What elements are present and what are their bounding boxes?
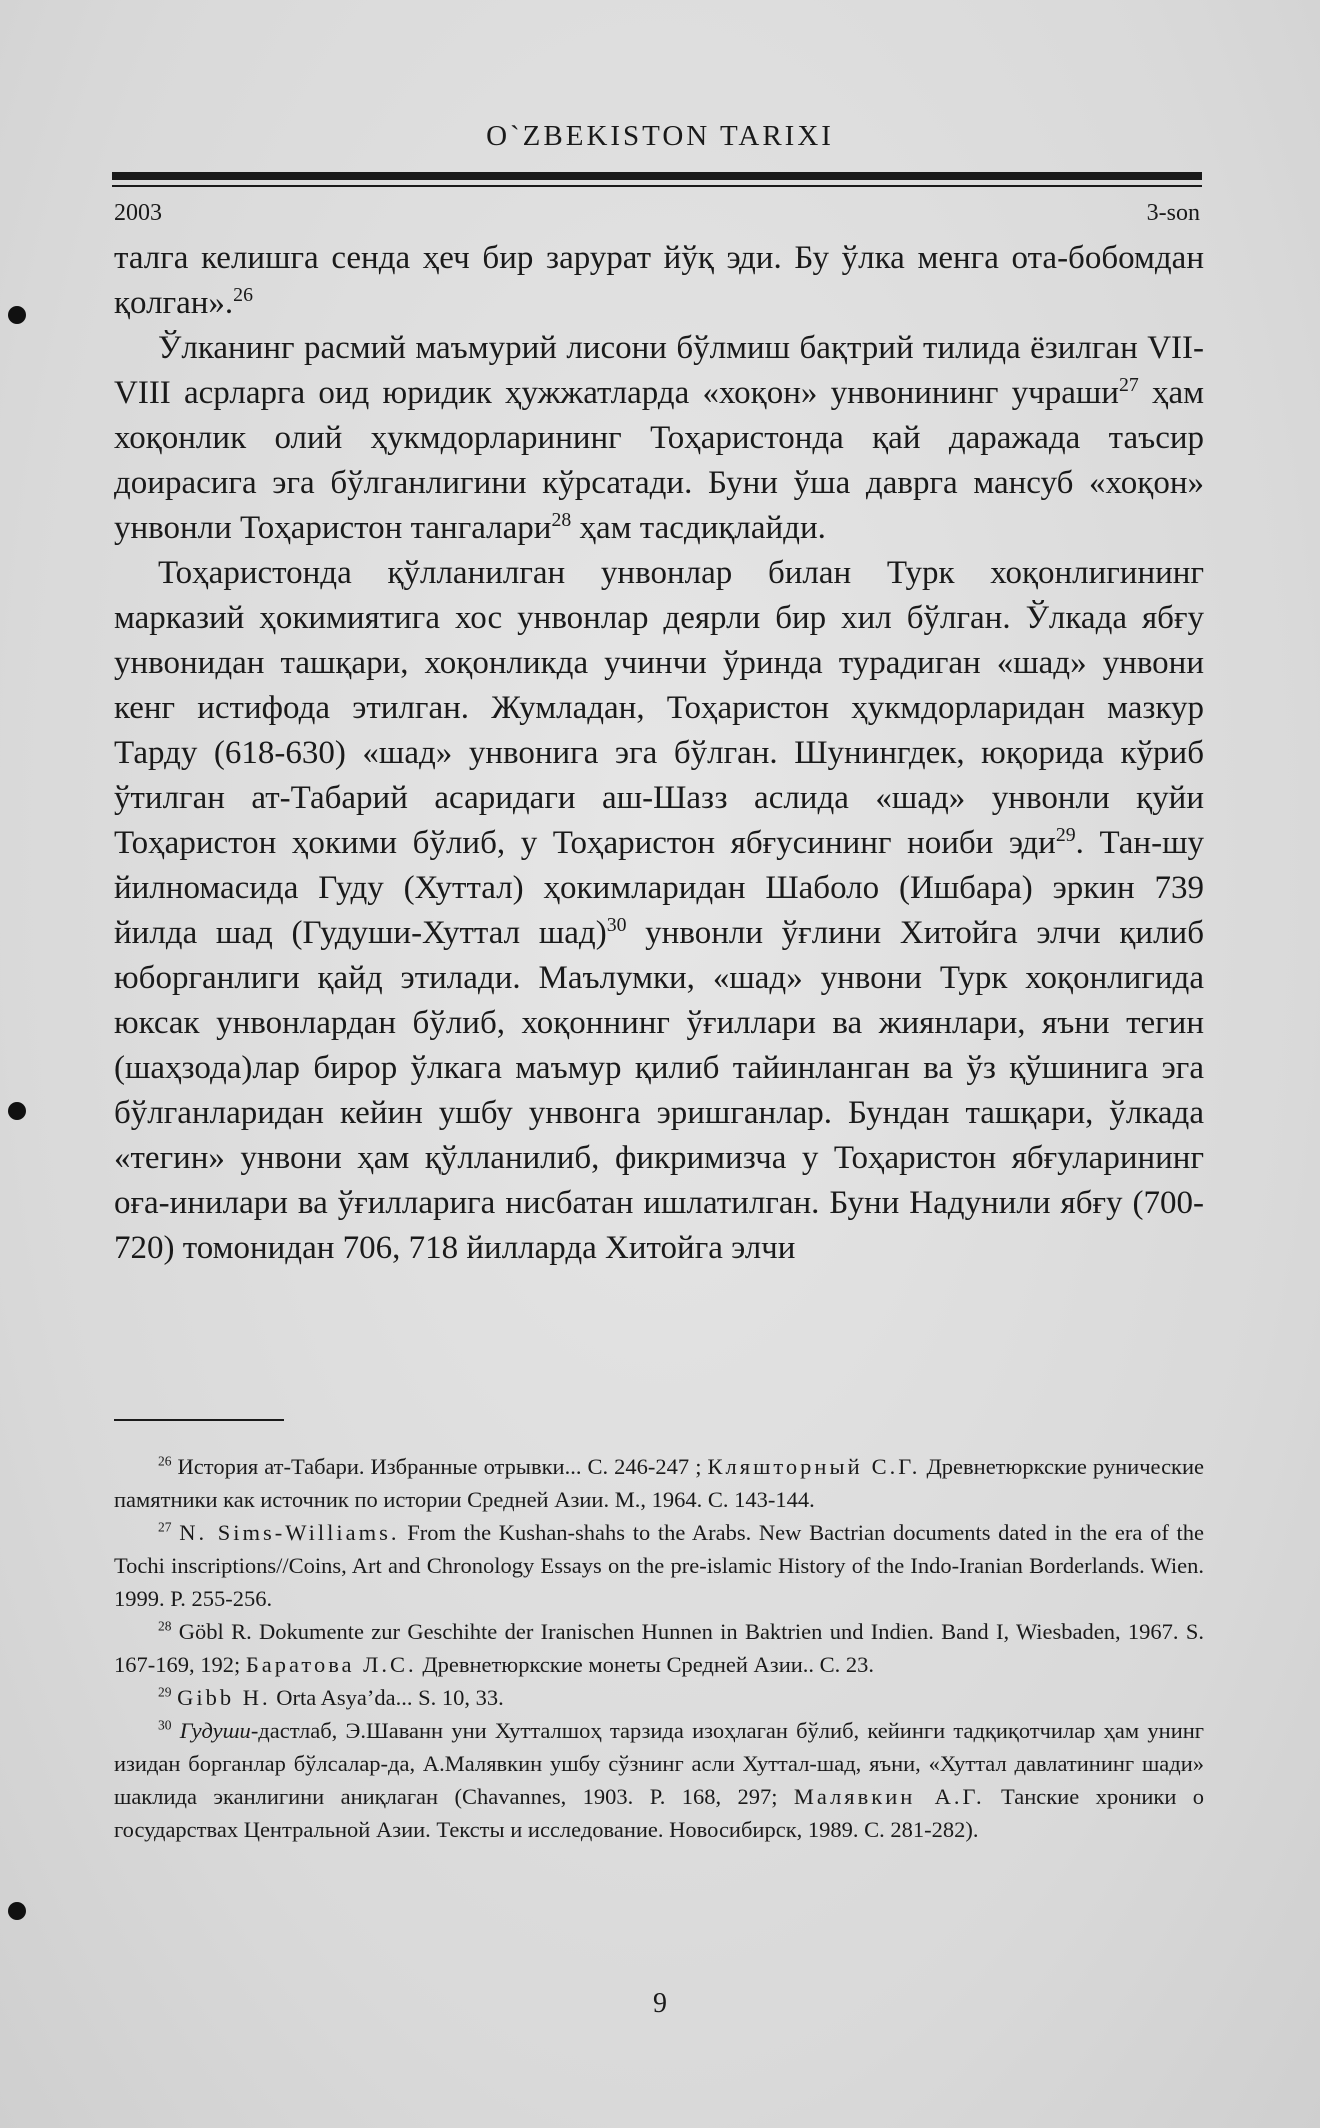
footnote-separator: [114, 1419, 284, 1421]
article-body: [114, 236, 1204, 1271]
page-number: 9: [653, 1988, 667, 2019]
footnote-ref-30: 30: [606, 914, 627, 936]
footnote-26: $^{26}$ История ат-Табари. Избранные отрывки... С. 246-247 ; Кляшторный С.Г. Древнетюркские рунические памятники как источник по истории Средней Азии. М., 1964. С. 143-144.: [114, 1453, 1205, 1512]
punch-hole-middle: [8, 1102, 26, 1120]
issue-number: 3-son: [1146, 200, 1200, 226]
footnote-ref-27: 27: [1118, 374, 1139, 396]
header-rule-thick: [112, 172, 1202, 180]
punch-hole-bottom: [8, 1902, 26, 1920]
footnote-27: $^{27}$ N. Sims-Williams. From the Kushan-shahs to the Arabs. New Bactrian documents dated in the era of the Tochi inscriptions//Coins, Art and Chronology Essays on the pre-islamic History of the Indo-Iranian Borderlands. Wien. 1999. P. 255-256.: [114, 1519, 1204, 1611]
journal-title: O`ZBEKISTON TARIXI: [486, 120, 834, 152]
header-rule-thin: [112, 185, 1202, 187]
paragraph-3: Тоҳаристонда қўлланилган унвонлар билан Турк хоқонлигининг марказий ҳокимиятига хос унвонлар деярли бир хил бўлган. Ўлкада ябғу унвонидан ташқари, хоқонликда учинчи ўринда турадиган «шад» унвони кенг истифода этилган. Жумладан, Тоҳаристон ҳукмдорларидан мазкур Тарду (618-630) «шад» унвонига эга бўлган. Шунингдек, юқорида кўриб ўтилган ат-Табарий асаридаги аш-Шазз аслида «шад» унвонли қуйи Тоҳаристон ҳокими бўлиб, у Тоҳаристон ябғусининг ноиби эди$^{29}$. Тан-шу йилномасида Гуду (Хуттал) ҳокимларидан Шаболо (Ишбара) эркин 739 йилда шад (Гудуши-Хуттал шад)$^{30}$ унвонли ўғлини Хитойга элчи қилиб юборганлиги қайд этилади. Маълумки, «шад» унвони Турк хоқонлигида юксак унвонлардан бўлиб, хоқоннинг ўғиллари ва жиянлари, яъни тегин (шаҳзода)лар бирор ўлкага маъмур қилиб тайинланган ва ўз қўшинига эга бўлганларидан кейин ушбу унвонга эришганлар. Бундан ташқари, ўлкада «тегин» унвони ҳам қўлланилиб, фикримизча у Тоҳаристон ябғуларининг оға-инилари ва ўғилларига нисбатан ишлатилган. Буни Надунили ябғу (700-720) томонидан 706, 718 йилларда Хитойга элчи: [114, 555, 1204, 1266]
footnote-ref-29: 29: [1055, 824, 1076, 846]
footnote-29: $^{29}$ Gibb H. Orta Asya’da... S. 10, 33.: [158, 1684, 504, 1710]
paragraph-1: талга келишга сенда ҳеч бир зарурат йўқ эди. Бу ўлка менга ота-бобомдан қолган».$^{26}$: [114, 240, 1204, 321]
footnote-ref-26: 26: [233, 284, 253, 306]
punch-hole-top: [8, 306, 26, 324]
footnote-30: $^{30}$ Гудуши-дастлаб, Э.Шаванн уни Хутталшоҳ тарзида изоҳлаган бўлиб, кейинги тадқиқотчилар ҳам унинг изидан борганлар бўлсалар-да, А.Малявкин ушбу сўзнинг асли Хуттал-шад, яъни, «Хуттал давлатининг шади» шаклида эканлигини аниқлаган (Chavannes, 1903. P. 168, 297; Малявкин А.Г. Танские хроники о государствах Центральной Азии. Тексты и исследование. Новосибирск, 1989. С. 281-282).: [114, 1717, 1205, 1842]
issue-year: 2003: [114, 200, 162, 226]
footnotes: [114, 1450, 1204, 1846]
footnote-28: $^{28}$ Göbl R. Dokumente zur Geschihte der Iranischen Hunnen in Baktrien und Indien. Band I, Wiesbaden, 1967. S. 167-169, 192; Баратова Л.С. Древнетюркские монеты Средней Азии.. С. 23.: [114, 1618, 1204, 1677]
footnote-ref-28: 28: [551, 509, 572, 531]
paragraph-2: Ўлканинг расмий маъмурий лисони бўлмиш бақтрий тилида ёзилган VII-VIII асрларга оид юридик ҳужжатларда «хоқон» унвонининг учраши$^{27}$ ҳам хоқонлик олий ҳукмдорларининг Тоҳаристонда қай даражада таъсир доирасига эга бўлганлигини кўрсатади. Буни ўша даврга мансуб «хоқон» унвонли Тоҳаристон тангалари$^{28}$ ҳам тасдиқлайди.: [114, 330, 1205, 546]
